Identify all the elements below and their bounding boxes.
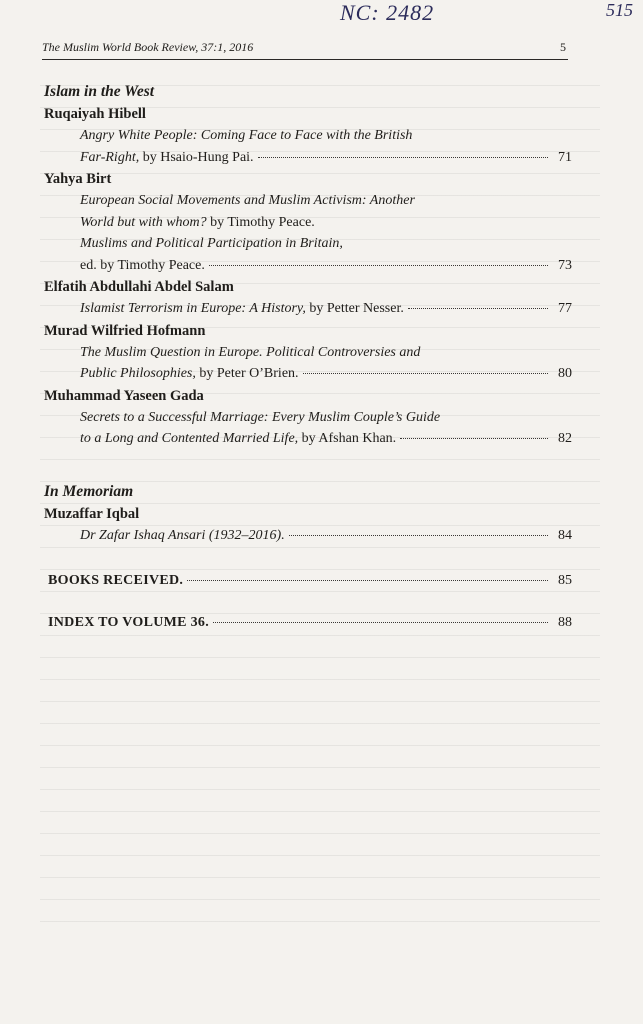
entry-page-number: 77: [558, 301, 572, 316]
page-number: 5: [560, 40, 566, 54]
entry-title-line: Dr Zafar Ishaq Ansari (1932–2016).: [80, 527, 285, 543]
entry-byline: ed. by Timothy Peace.: [80, 257, 205, 273]
journal-title: The Muslim World Book Review, 37:1, 2016: [42, 40, 254, 54]
entry-page-number: 80: [558, 366, 572, 381]
section-title-islam-west: Islam in the West: [44, 83, 155, 100]
toc-entry: [80, 342, 572, 385]
dot-leader: [408, 308, 548, 309]
entry-byline: by Peter O’Brien.: [195, 366, 299, 381]
entry-page-number: 85: [558, 573, 572, 588]
handwritten-note: NC: 2482: [340, 0, 435, 25]
toc-entry: [80, 190, 572, 276]
author-name: Yahya Birt: [44, 171, 112, 187]
entry-title-line: Muslims and Political Participation in Britain,: [80, 236, 343, 251]
dot-leader: [209, 265, 548, 266]
entry-byline: by Petter Nesser.: [305, 301, 404, 316]
index-label: INDEX TO VOLUME 36.: [48, 615, 210, 630]
table-of-contents: [44, 82, 572, 633]
entry-page-number: 82: [558, 431, 572, 446]
entry-title-line: Secrets to a Successful Marriage: Every Muslim Couple’s Guide: [80, 409, 441, 425]
entry-byline: by Afshan Khan.: [298, 431, 397, 446]
toc-entry: [80, 125, 572, 168]
entry-page-number: 84: [558, 527, 572, 543]
author-name: Muzaffar Iqbal: [44, 505, 140, 522]
entry-page-number: 73: [558, 257, 572, 273]
author-name: Murad Wilfried Hofmann: [44, 322, 206, 339]
toc-entry-index: [48, 612, 572, 633]
entry-title-line: Islamist Terrorism in Europe: A History,: [80, 301, 306, 316]
toc-entry: [80, 298, 572, 320]
dot-leader: [258, 157, 548, 158]
entry-page-number: 88: [558, 615, 572, 630]
author-name: Elfatih Abdullahi Abdel Salam: [44, 279, 234, 295]
dot-leader: [187, 580, 548, 581]
entry-title-line: to a Long and Contented Married Life,: [80, 431, 299, 446]
handwritten-note-right: 515: [606, 0, 633, 20]
section-title-in-memoriam: In Memoriam: [44, 482, 134, 500]
entry-title-line: The Muslim Question in Europe. Political Controversies and: [80, 344, 421, 360]
author-name: Muhammad Yaseen Gada: [44, 387, 204, 404]
dot-leader: [303, 373, 548, 374]
books-received-label: BOOKS RECEIVED.: [48, 573, 184, 588]
entry-page-number: 71: [558, 149, 572, 165]
toc-entry-books-received: [48, 570, 572, 591]
entry-title-line: European Social Movements and Muslim Activism: Another: [80, 193, 415, 208]
entry-title-line: Angry White People: Coming Face to Face with the British: [80, 128, 413, 143]
author-name: Ruqaiyah Hibell: [44, 106, 146, 122]
entry-title-line: Public Philosophies,: [80, 366, 196, 381]
dot-leader: [400, 438, 548, 439]
entry-byline: by Timothy Peace.: [206, 214, 315, 230]
dot-leader: [213, 622, 548, 623]
running-header: [42, 40, 568, 60]
dot-leader: [289, 535, 548, 536]
toc-entry: [80, 525, 572, 547]
entry-title-line: Far-Right,: [80, 149, 140, 165]
entry-title-line: World but with whom?: [80, 214, 207, 230]
toc-entry: [80, 407, 572, 450]
entry-byline: by Hsaio-Hung Pai.: [139, 149, 254, 165]
